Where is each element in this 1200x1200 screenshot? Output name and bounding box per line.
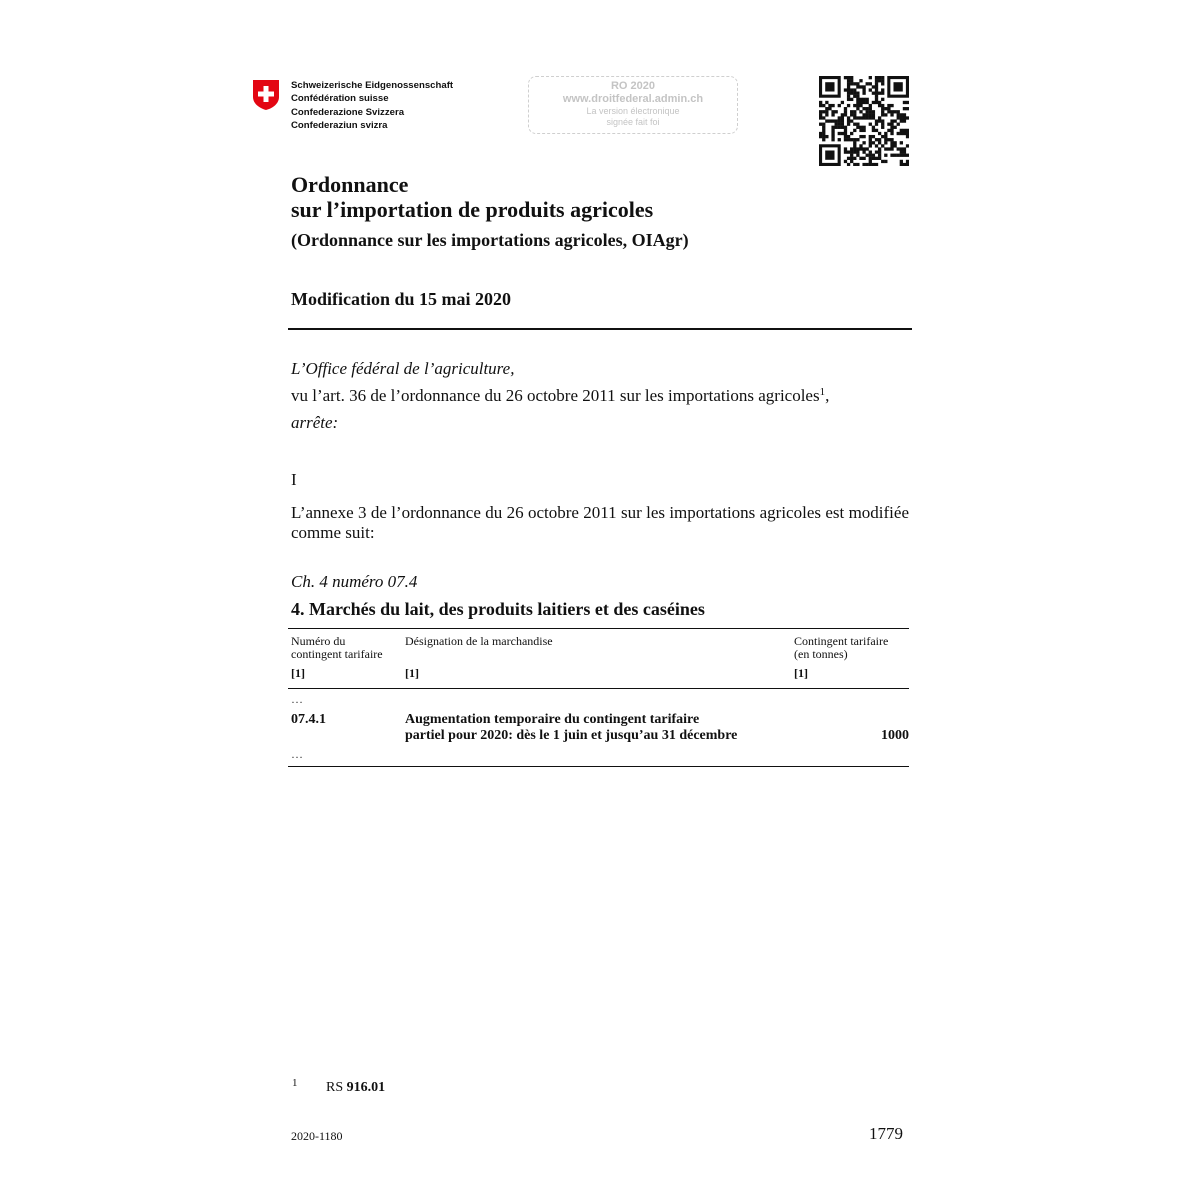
stamp-ro: RO 2020 bbox=[610, 80, 656, 92]
header-quota-tonnes-line1: Contingent tarifaire bbox=[794, 634, 889, 648]
ellipsis-top: … bbox=[291, 692, 303, 706]
stamp-note-2: signée fait foi bbox=[606, 117, 660, 127]
row-designation-line1: Augmentation temporaire du contingent tarifaire bbox=[405, 712, 700, 727]
row-designation-line2: partiel pour 2020: dès le 1 juin et jusqu’au 31 décembre bbox=[405, 728, 738, 743]
amendment-paragraph: L’annexe 3 de l’ordonnance du 26 octobre 2011 sur les importations agricoles est modifiée comme suit: bbox=[291, 503, 909, 542]
document-subtitle: (Ordonnance sur les importations agricoles, OIAgr) bbox=[291, 230, 689, 250]
footnote-number: 1 bbox=[292, 1077, 298, 1089]
footnote-text bbox=[326, 1080, 385, 1096]
publication-stamp bbox=[528, 76, 738, 134]
issuing-authority: L’Office fédéral de l’agriculture, bbox=[291, 359, 515, 378]
header-quota-number-line1: Numéro du bbox=[291, 634, 346, 648]
stamp-note-1: La version électronique bbox=[586, 106, 680, 116]
title-line-2: sur l’importation de produits agricoles bbox=[291, 197, 654, 222]
title-divider bbox=[288, 328, 912, 330]
row-designation bbox=[405, 712, 737, 744]
qr-code-icon bbox=[819, 76, 909, 166]
confederation-names bbox=[291, 79, 453, 132]
section-numeral: I bbox=[291, 470, 297, 489]
ellipsis-bottom: … bbox=[291, 747, 303, 761]
header-quota-tonnes bbox=[794, 635, 888, 661]
header-ref-3: [1] bbox=[794, 666, 808, 680]
swiss-cross-icon bbox=[252, 79, 280, 111]
header-designation-line1: Désignation de la marchandise bbox=[405, 634, 553, 648]
legal-basis-text: vu l’art. 36 de l’ordonnance du 26 octobre 2011 sur les importations agricoles bbox=[291, 386, 820, 405]
document-id: 2020-1180 bbox=[291, 1129, 343, 1143]
header-designation bbox=[405, 635, 553, 648]
confederation-name-de: Schweizerische Eidgenossenschaft bbox=[291, 80, 454, 91]
header-ref-2: [1] bbox=[405, 666, 419, 680]
title-line-1: Ordonnance bbox=[291, 172, 409, 197]
modification-date: Modification du 15 mai 2020 bbox=[291, 289, 512, 309]
header-quota-number-line2: contingent tarifaire bbox=[291, 647, 383, 661]
legal-basis bbox=[291, 386, 829, 406]
table-top-rule bbox=[288, 628, 909, 629]
footnote-ref-link[interactable]: 1 bbox=[819, 386, 826, 398]
header-ref-1: [1] bbox=[291, 666, 305, 680]
header-quota-number bbox=[291, 635, 383, 661]
row-quantity: 1000 bbox=[881, 728, 909, 743]
table-bottom-rule bbox=[288, 766, 909, 767]
row-quota-number: 07.4.1 bbox=[291, 712, 326, 727]
footnote-prefix: RS bbox=[326, 1080, 347, 1095]
legal-basis-end: , bbox=[825, 386, 830, 405]
confederation-name-it: Confederazione Svizzera bbox=[291, 106, 405, 118]
page-number: 1779 bbox=[869, 1124, 903, 1143]
footnote-ref: 916.01 bbox=[346, 1080, 386, 1095]
section-heading: 4. Marchés du lait, des produits laitiers et des caséines bbox=[291, 599, 705, 619]
decree-verb: arrête: bbox=[291, 413, 339, 432]
chapter-reference: Ch. 4 numéro 07.4 bbox=[291, 572, 418, 591]
header-quota-tonnes-line2: (en tonnes) bbox=[794, 647, 848, 661]
confederation-name-rm: Confederaziun svizra bbox=[291, 119, 388, 131]
document-title bbox=[291, 172, 653, 222]
table-header-rule bbox=[288, 688, 909, 689]
confederation-name-fr: Confédération suisse bbox=[291, 93, 389, 105]
stamp-url: www.droitfederal.admin.ch bbox=[562, 93, 704, 105]
